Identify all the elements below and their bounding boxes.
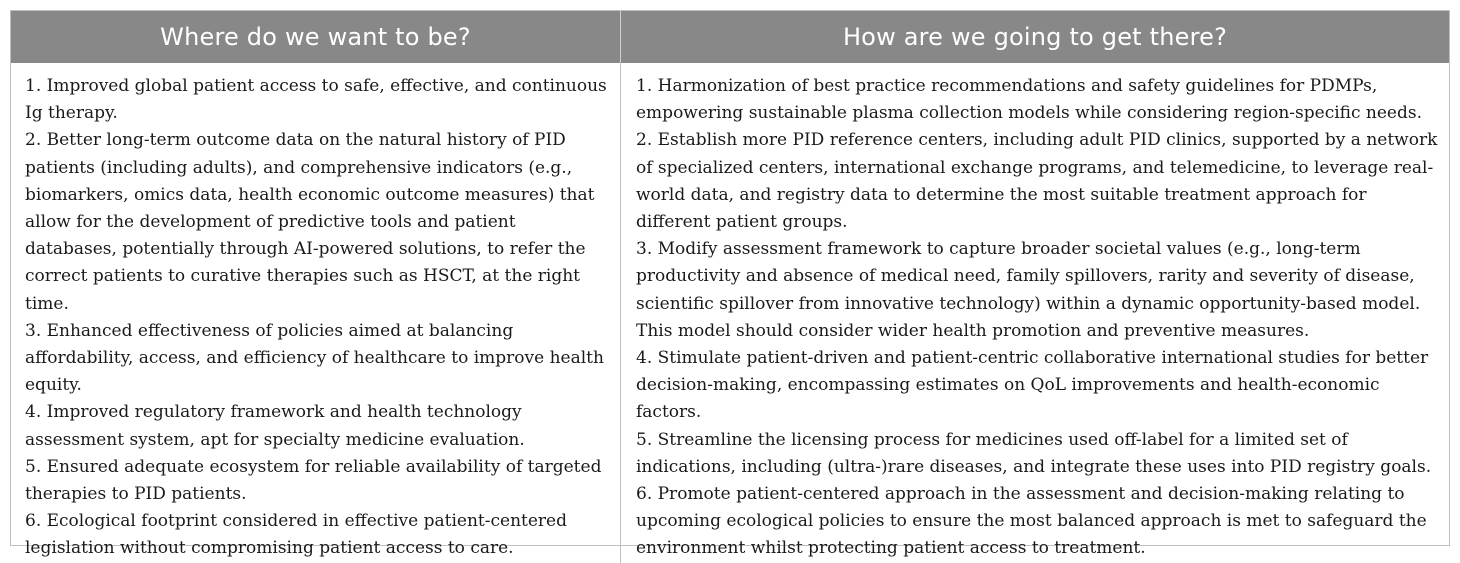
list-item: 6. Promote patient-centered approach in the assessment and decision-making relating to upcoming ecological policies to ensure the most balanced approach is met to safeguard the environment whilst protecting patient access to treatment. — [636, 484, 1427, 559]
list-item: 5. Ensured adequate ecosystem for reliable availability of targeted therapies to PID patients. — [25, 456, 602, 505]
list-item: 2. Better long-term outcome data on the natural history of PID patients (including adults), and comprehensive indicators (e.g., biomarkers, omics data, health economic outcome measures) that allow for the development of predictive tools and patient databases, potentially through AI-powered solutions, to refer the correct patients to curative therapies such as HSCT, at the right time. — [25, 130, 595, 314]
column-how — [621, 63, 1449, 563]
list-item: 5. Streamline the licensing process for medicines used off-label for a limited set of indications, including (ultra-)rare diseases, and integrate these uses into PID registry goals. — [636, 429, 1432, 477]
list-item: 2. Establish more PID reference centers, including adult PID clinics, supported by a network of specialized centers, international exchange programs, and telemedicine, to leverage real-world data, and registry data to determine the most suitable treatment approach for different patient groups. — [636, 130, 1438, 233]
list-item: 3. Modify assessment framework to capture broader societal values (e.g., long-term productivity and absence of medical need, family spillovers, rarity and severity of disease, scientific spillover from innovative technology) within a dynamic opportunity-based model. This model should consider wider health promotion and preventive measures. — [636, 239, 1421, 341]
column-where — [11, 63, 621, 563]
list-item: 4. Improved regulatory framework and health technology assessment system, apt for specialty medicine evaluation. — [25, 402, 525, 450]
header-how: How are we going to get there? — [621, 11, 1449, 63]
list-item: 4. Stimulate patient-driven and patient-centric collaborative international studies for better decision-making, encompassing estimates on QoL improvements and health-economic factors. — [636, 348, 1429, 423]
list-item: 3. Enhanced effectiveness of policies aimed at balancing affordability, access, and efficiency of healthcare to improve health equity. — [25, 320, 604, 396]
list-item: 6. Ecological footprint considered in effective patient-centered legislation without compromising patient access to care. — [25, 511, 567, 559]
strategy-table — [10, 10, 1450, 559]
list-item: 1. Harmonization of best practice recommendations and safety guidelines for PDMPs, empowering sustainable plasma collection models while considering region-specific needs. — [636, 76, 1422, 124]
header-where: Where do we want to be? — [11, 11, 621, 63]
list-item: 1. Improved global patient access to safe, effective, and continuous Ig therapy. — [25, 76, 607, 124]
